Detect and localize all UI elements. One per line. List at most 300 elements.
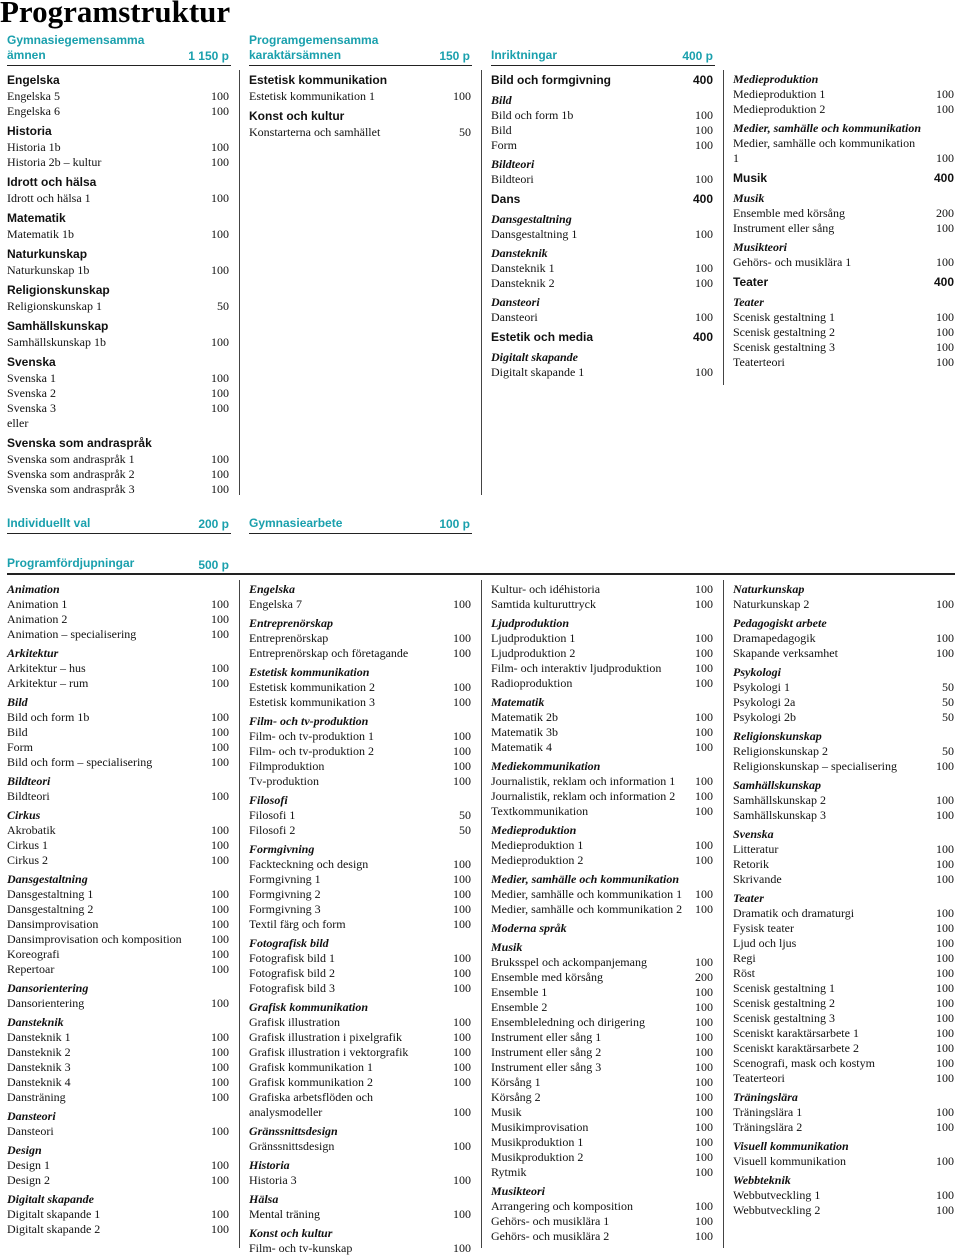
item-label: Bild och form 1b [7,710,90,724]
item-points: 100 [453,1060,471,1074]
subject-heading [7,318,229,335]
item-label: Moderna språk [491,921,567,935]
item-label: Matematik 3b [491,725,558,739]
item-points: 100 [453,857,471,871]
course-row [491,108,713,123]
course-row [491,774,713,789]
course-row [249,631,471,646]
subject-subheading [733,295,954,310]
column-divider [723,580,724,1248]
course-row [7,89,229,104]
subject-subheading [249,665,471,680]
item-label: Dansteori [491,295,540,309]
subject-subheading [733,665,954,680]
item-label: Dansteori [7,1124,54,1138]
item-label: Bruksspel och ackompanjemang [491,955,647,969]
item-points: 100 [211,89,229,103]
course-row [7,263,229,278]
item-points: 400 [692,192,713,206]
course-row [249,887,471,902]
subject-subheading [7,1109,229,1124]
item-label: Textkommunikation [491,804,589,818]
course-row [249,1045,471,1060]
course-row [491,365,713,380]
programfordjupningar-list-3 [491,582,713,1244]
course-row [733,906,954,921]
column-divider [481,580,482,1248]
subject-subheading [491,212,713,227]
item-label: Form [491,138,518,152]
course-row [7,467,229,482]
item-label: Svenska som andraspråk 3 [7,482,135,496]
item-label: Formgivning 3 [249,902,321,916]
course-row [491,725,713,740]
course-row [733,255,954,270]
item-label: Dansorientering [7,981,89,995]
item-label: Psykologi 2a [733,695,796,709]
item-points: 100 [453,631,471,645]
item-label: Estetisk kommunikation [249,665,370,679]
item-points: 100 [936,631,954,645]
item-label: Dramatik och dramaturgi [733,906,855,920]
item-points: 100 [453,1139,471,1153]
item-label: Svenska [7,355,56,369]
item-label: Entreprenörskap och företagande [249,646,409,660]
item-points: 100 [211,932,229,946]
header-points: 400 p [682,49,713,63]
course-row [733,921,954,936]
subject-subheading [491,695,713,710]
item-label: Dansimprovisation och komposition [7,932,182,946]
item-label: Instrument eller sång 1 [491,1030,602,1044]
item-label: Samhällskunskap 2 [733,793,826,807]
item-points: 200 [936,206,954,220]
item-points: 100 [211,755,229,769]
item-label: Scenisk gestaltning 1 [733,981,835,995]
course-row [249,917,471,932]
item-points: 100 [936,981,954,995]
item-label: Ensemble med körsång [491,970,603,984]
course-row [249,597,471,612]
header-points: 150 p [439,49,470,63]
item-label: Scenografi, mask och kostym [733,1056,875,1070]
subject-heading [733,274,954,291]
item-label: Scenisk gestaltning 2 [733,325,835,339]
item-label: Instrument eller sång [733,221,835,235]
item-points: 50 [459,823,471,837]
course-row [7,962,229,977]
item-label: Digitalt skapande [7,1192,95,1206]
item-label: Estetisk kommunikation 2 [249,680,375,694]
item-label: Historia 1b [7,140,61,154]
item-points: 100 [936,255,954,269]
course-row [7,1030,229,1045]
subject-subheading [249,616,471,631]
item-points: 100 [211,917,229,931]
subject-heading [7,354,229,371]
subject-subheading [7,646,229,661]
column-divider [481,70,482,495]
subject-subheading [7,1015,229,1030]
item-label: Fotografisk bild 2 [249,966,335,980]
item-label: Naturkunskap [7,247,88,261]
item-points: 100 [211,789,229,803]
item-label: Svenska 1 [7,371,56,385]
course-row [7,1158,229,1173]
header-label-line2: ämnen [7,48,46,62]
item-points: 100 [453,759,471,773]
item-label: Körsång 2 [491,1090,541,1104]
item-points: 400 [692,330,713,344]
item-points: 100 [695,740,713,754]
item-label: Grafiska arbetsflöden och analysmodeller [249,1090,373,1119]
item-label: Film- och tv-kunskap [249,1241,353,1255]
item-points: 100 [695,631,713,645]
item-label: Matematik [7,211,66,225]
item-label: Cirkus 1 [7,838,49,852]
subject-subheading [7,774,229,789]
item-label: Estetisk kommunikation 1 [249,89,375,103]
course-row [491,1229,713,1244]
subject-subheading [733,1139,954,1154]
header-label-line1: Gymnasiegemensamma [7,33,145,47]
item-label: Regi [733,951,756,965]
course-row [733,695,954,710]
item-label: Svenska som andraspråk [7,436,152,450]
item-label: Teaterteori [733,355,785,369]
course-row [491,123,713,138]
item-label: Dansteknik [491,246,548,260]
subject-heading [733,170,954,187]
header-label: Inriktningar [491,48,558,62]
subject-heading [7,246,229,263]
course-row [7,1045,229,1060]
item-label: Engelska [249,582,296,596]
item-points: 100 [695,1135,713,1149]
item-points: 100 [936,87,954,101]
subject-heading [249,108,471,125]
item-label: Musikteori [491,1184,546,1198]
course-row [7,789,229,804]
item-points: 100 [453,1105,471,1119]
subject-subheading [7,695,229,710]
item-points: 100 [453,981,471,995]
item-points: 100 [695,1030,713,1044]
subject-subheading [491,921,713,936]
programfordjupningar-list-4 [733,582,954,1218]
item-label: Dansgestaltning 1 [7,887,94,901]
item-points: 100 [211,467,229,481]
item-points: 100 [211,676,229,690]
item-points: 100 [695,902,713,916]
course-row [733,102,954,117]
course-row [491,985,713,1000]
item-label: Dansteknik 2 [7,1045,71,1059]
course-row [733,1026,954,1041]
item-label: Entreprenörskap [249,631,329,645]
item-points: 100 [695,138,713,152]
subject-subheading [491,759,713,774]
subject-subheading [7,1143,229,1158]
item-points: 100 [695,108,713,122]
course-row [733,981,954,996]
course-row [7,740,229,755]
item-label: Röst [733,966,756,980]
course-row [733,808,954,823]
item-points: 100 [211,386,229,400]
item-points: 100 [695,172,713,186]
subject-subheading [733,191,954,206]
subject-subheading [733,72,954,87]
item-label: Träningslära 1 [733,1105,803,1119]
course-row [7,227,229,242]
item-label: Film- och tv-produktion 2 [249,744,374,758]
course-row [7,140,229,155]
item-label: Grafisk kommunikation [249,1000,369,1014]
item-points: 100 [211,482,229,496]
item-label: Mental träning [249,1207,320,1221]
item-points: 100 [936,808,954,822]
item-points: 100 [453,872,471,886]
subject-subheading [249,1226,471,1241]
item-label: Cirkus 2 [7,853,49,867]
item-points: 100 [695,774,713,788]
course-row [7,371,229,386]
item-points: 100 [936,325,954,339]
item-label: Cirkus [7,808,41,822]
item-label: Skapande verksamhet [733,646,838,660]
course-row [733,1041,954,1056]
course-row [7,191,229,206]
item-label: Dansimprovisation [7,917,99,931]
header-points: 200 p [198,517,229,531]
course-row [733,1120,954,1135]
course-row [491,310,713,325]
item-label: Filosofi [249,793,288,807]
subject-subheading [491,616,713,631]
course-row [249,1060,471,1075]
item-label: Dansteori [7,1109,56,1123]
item-label: Historia [249,1158,290,1172]
item-label: Hälsa [249,1192,279,1206]
subject-subheading [491,246,713,261]
course-row [491,1000,713,1015]
item-label: Dansgestaltning 2 [7,902,94,916]
item-label: Estetik och media [491,330,594,344]
item-points: 100 [453,744,471,758]
item-label: Grafisk illustration [249,1015,340,1029]
item-label: Träningslära [733,1090,798,1104]
course-row [7,335,229,350]
item-points: 100 [695,227,713,241]
course-row [733,597,954,612]
course-row [733,631,954,646]
course-row [249,1030,471,1045]
item-label: Dansteknik 3 [7,1060,71,1074]
item-points: 100 [695,597,713,611]
course-row [491,1105,713,1120]
item-label: Svenska 3 [7,401,56,415]
course-row [7,416,229,431]
subject-subheading [733,616,954,631]
course-row [7,1124,229,1139]
item-points: 50 [942,744,954,758]
item-points: 50 [459,808,471,822]
course-row [733,206,954,221]
item-points: 100 [695,804,713,818]
course-row [491,597,713,612]
course-row [491,676,713,691]
item-points: 100 [211,401,229,415]
item-label: Form [7,740,34,754]
item-label: Dansteori [491,310,538,324]
item-label: Bildteori [7,774,51,788]
course-row [7,755,229,770]
item-label: Medieproduktion 2 [733,102,826,116]
item-label: Journalistik, reklam och information 1 [491,774,676,788]
course-row [491,1045,713,1060]
course-row [249,966,471,981]
subject-subheading [249,936,471,951]
item-points: 100 [695,661,713,675]
course-row [733,325,954,340]
subject-heading [7,282,229,299]
course-row [249,729,471,744]
item-label: Psykologi [733,665,781,679]
course-row [7,1090,229,1105]
item-label: Gehörs- och musiklära 1 [733,255,852,269]
item-points: 100 [453,1030,471,1044]
subject-heading [7,72,229,89]
subject-heading [7,210,229,227]
item-label: Arkitektur – rum [7,676,89,690]
item-points: 100 [211,947,229,961]
item-label: Bild och formgivning [491,73,611,87]
item-label: Historia [7,124,52,138]
course-row [733,842,954,857]
item-label: Samhällskunskap [733,778,822,792]
item-points: 100 [936,951,954,965]
subject-heading [491,329,713,346]
subject-subheading [7,981,229,996]
item-label: Bild [491,93,512,107]
header-label-line1 [491,33,715,48]
course-row [733,1071,954,1086]
header-label: Programfördjupningar [7,556,135,570]
subject-subheading [491,295,713,310]
item-label: Animation [7,582,60,596]
item-points: 100 [453,680,471,694]
item-points: 100 [695,1199,713,1213]
item-label: Film- och tv-produktion [249,714,369,728]
course-row [249,744,471,759]
item-points: 100 [211,823,229,837]
course-row [733,996,954,1011]
course-row [7,823,229,838]
item-points: 100 [936,966,954,980]
item-points: 100 [936,310,954,324]
course-row [249,981,471,996]
item-points: 100 [695,261,713,275]
item-points: 100 [211,1030,229,1044]
subject-subheading [733,582,954,597]
item-label: Teater [733,275,769,289]
course-row [249,1139,471,1154]
subject-heading [7,123,229,140]
course-row [7,947,229,962]
item-points: 100 [936,1154,954,1168]
item-label: Medier, samhälle och kommunikation 1 [491,887,683,901]
item-label: Teater [733,295,764,309]
course-row [491,1015,713,1030]
course-row [7,1222,229,1237]
item-points: 200 [695,970,713,984]
item-label: Koreografi [7,947,60,961]
karaktarsamnen-list [249,72,471,140]
subject-subheading [249,1192,471,1207]
item-label: Matematik 4 [491,740,552,754]
course-row [491,1120,713,1135]
item-label: Fackteckning och design [249,857,369,871]
course-row [733,793,954,808]
course-row [491,1214,713,1229]
item-points: 100 [936,340,954,354]
item-label: Samhällskunskap [7,319,109,333]
item-label: Akrobatik [7,823,56,837]
course-row [491,1090,713,1105]
item-label: Bildteori [7,789,50,803]
course-row [491,1135,713,1150]
course-row [491,710,713,725]
item-label: Medier, samhälle och kommunikation 1 [733,136,916,165]
subject-subheading [491,823,713,838]
item-points: 100 [695,1214,713,1228]
item-label: Film- och interaktiv ljudproduktion [491,661,662,675]
item-points: 100 [936,1056,954,1070]
item-points: 100 [453,89,471,103]
header-inriktningar [491,33,715,66]
header-individuellt-val [7,516,231,534]
course-row [7,612,229,627]
subject-subheading [249,1124,471,1139]
item-points: 100 [695,1150,713,1164]
item-label: Konst och kultur [249,109,345,123]
course-row [733,1154,954,1169]
item-label: Samhällskunskap 3 [733,808,826,822]
course-row [733,136,954,166]
item-points: 100 [453,1075,471,1089]
course-row [491,261,713,276]
item-label: Engelska 6 [7,104,60,118]
course-row [491,804,713,819]
item-label: Retorik [733,857,769,871]
item-label: Psykologi 1 [733,680,791,694]
item-label: Arkitektur – hus [7,661,86,675]
item-label: Formgivning 2 [249,887,321,901]
item-points: 100 [936,1203,954,1217]
item-label: Medier, samhälle och kommunikation [733,121,922,135]
item-label: Estetisk kommunikation 3 [249,695,375,709]
item-points: 100 [211,627,229,641]
course-row [733,951,954,966]
course-row [491,853,713,868]
item-points: 100 [211,902,229,916]
item-points: 100 [695,838,713,852]
item-points: 100 [936,842,954,856]
item-points: 100 [936,921,954,935]
course-row [733,680,954,695]
course-row [7,902,229,917]
